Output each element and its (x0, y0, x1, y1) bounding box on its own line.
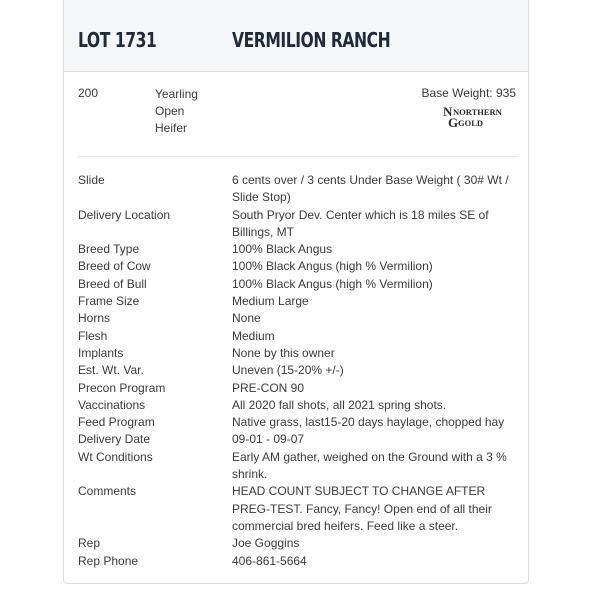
ranch-name: VERMILION RANCH (232, 28, 391, 52)
detail-value: South Pryor Dev. Center which is 18 miles SE of Billings, MT (232, 207, 489, 239)
detail-value: Uneven (15-20% +/-) (232, 363, 344, 378)
detail-value: HEAD COUNT SUBJECT TO CHANGE AFTER PREG-TEST. Fancy, Fancy! Open end of all their commercial bred heifers. Feed like a steer. (232, 484, 492, 533)
lot-summary (64, 86, 528, 146)
detail-value: Medium (232, 328, 275, 343)
detail-label: Breed of Bull (78, 276, 147, 291)
detail-row (78, 414, 518, 431)
description-sex: Heifer (155, 121, 188, 135)
detail-label: Comments (78, 484, 137, 499)
description-status: Open (155, 104, 185, 118)
detail-label: Rep Phone (78, 553, 139, 568)
detail-label: Breed Type (78, 242, 140, 257)
northern-gold-logo (442, 104, 516, 128)
detail-label: Feed Program (78, 415, 155, 430)
detail-row (78, 276, 518, 293)
detail-row (78, 328, 518, 345)
lot-header (64, 0, 528, 72)
svg-text:N: N (443, 104, 453, 119)
detail-label: Wt Conditions (78, 449, 153, 464)
head-count: 200 (78, 86, 99, 100)
detail-row (78, 207, 518, 242)
detail-label: Delivery Date (78, 432, 151, 447)
logo-line2: GOLD (458, 118, 484, 128)
detail-value: PRE-CON 90 (232, 380, 305, 395)
detail-row (78, 362, 518, 379)
detail-value: Joe Goggins (232, 536, 300, 551)
detail-value: 09-01 - 09-07 (232, 432, 305, 447)
detail-label: Vaccinations (78, 397, 146, 412)
detail-row (78, 535, 518, 552)
detail-row (78, 310, 518, 327)
svg-text:G: G (448, 115, 459, 128)
detail-label: Flesh (78, 328, 108, 343)
detail-value: 100% Black Angus (high % Vermilion) (232, 276, 433, 291)
detail-value: 406-861-5664 (232, 553, 307, 568)
detail-label: Frame Size (78, 294, 140, 309)
detail-row (78, 241, 518, 258)
detail-row (78, 293, 518, 310)
detail-value: Early AM gather, weighed on the Ground with a 3 % shrink. (232, 449, 507, 482)
detail-label: Rep (78, 536, 101, 551)
detail-label: Slide (78, 173, 105, 187)
detail-value: 100% Black Angus (high % Vermilion) (232, 259, 433, 274)
lot-card (63, 0, 529, 584)
description-age: Yearling (155, 87, 198, 101)
detail-row (78, 172, 518, 207)
detail-row (78, 553, 518, 570)
detail-label: Est. Wt. Var. (78, 363, 144, 378)
detail-value: None by this owner (232, 345, 335, 360)
section-divider (78, 156, 518, 157)
lot-number: LOT 1731 (78, 28, 157, 52)
detail-label: Horns (78, 311, 111, 326)
detail-value: All 2020 fall shots, all 2021 spring shots. (232, 397, 447, 412)
detail-value: Medium Large (232, 294, 309, 309)
detail-label: Implants (78, 345, 124, 360)
detail-value: None (232, 311, 261, 326)
detail-value: 6 cents over / 3 cents Under Base Weight ( 30# Wt / Slide Stop) (232, 173, 509, 205)
logo-line1: NORTHERN (453, 107, 502, 117)
detail-row (78, 449, 518, 484)
detail-row (78, 258, 518, 275)
detail-value: 100% Black Angus (232, 242, 333, 257)
detail-label: Precon Program (78, 380, 166, 395)
detail-row (78, 380, 518, 397)
detail-row (78, 397, 518, 414)
detail-value: Native grass, last15-20 days haylage, chopped hay (232, 415, 505, 430)
detail-label: Breed of Cow (78, 259, 151, 274)
detail-row (78, 483, 518, 535)
details-list (78, 172, 518, 570)
base-weight: Base Weight: 935 (421, 86, 516, 100)
detail-label: Delivery Location (78, 207, 171, 222)
detail-row (78, 345, 518, 362)
detail-row (78, 431, 518, 448)
